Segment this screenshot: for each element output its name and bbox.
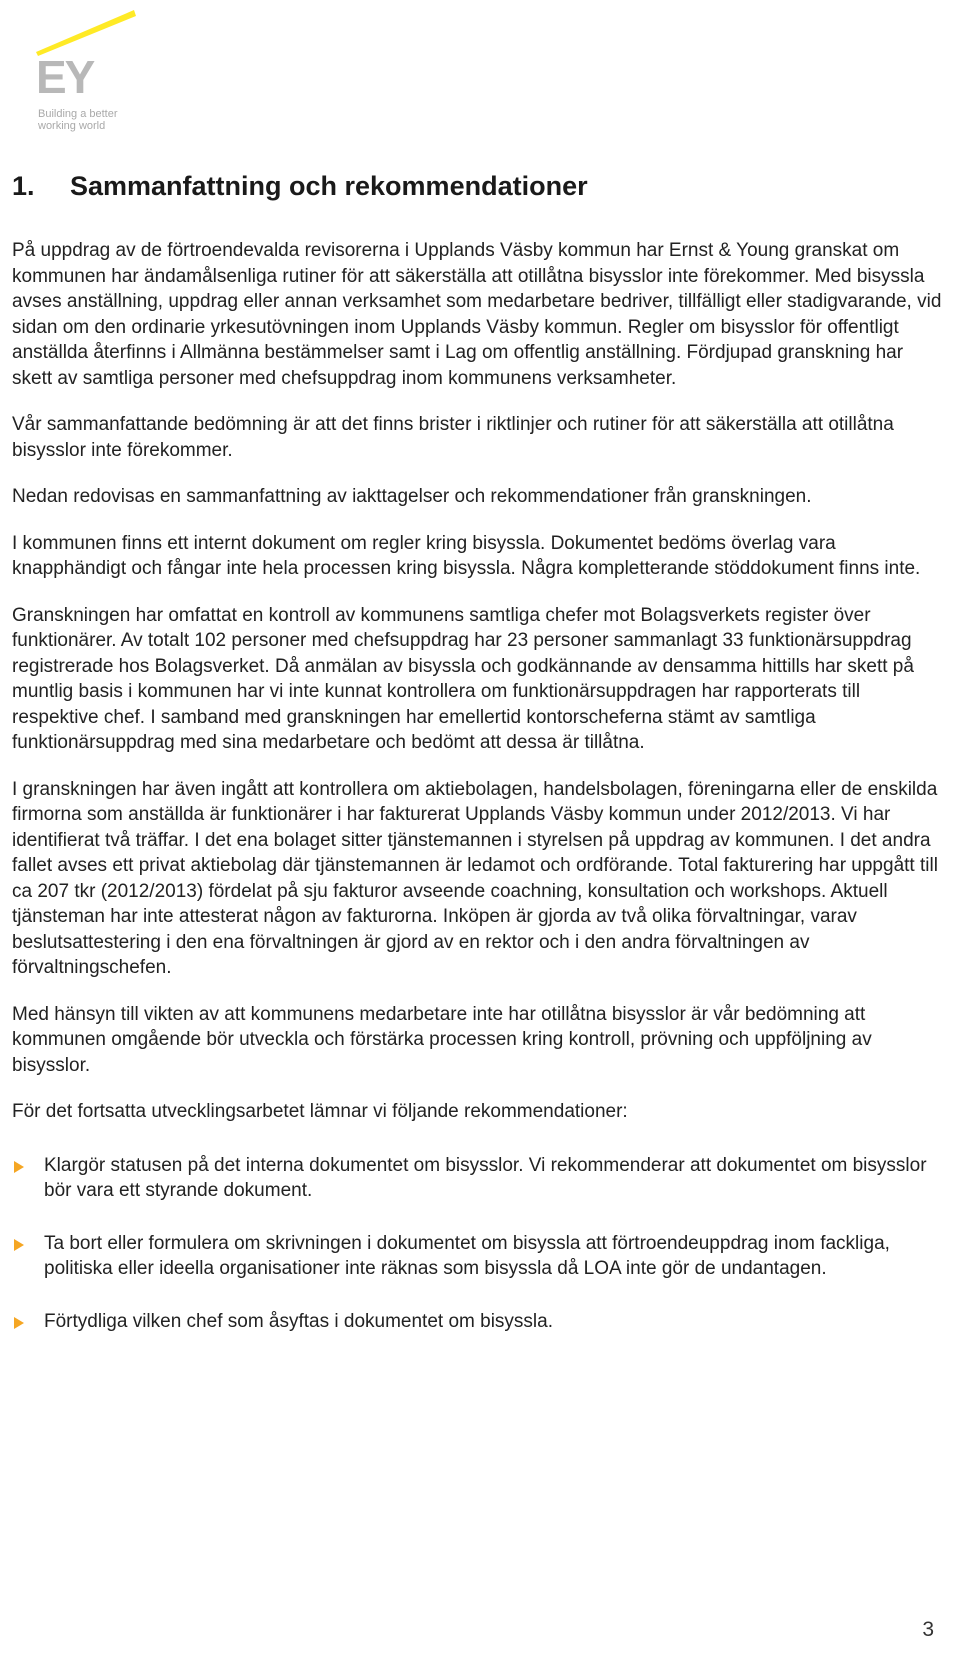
section-heading: [12, 170, 948, 202]
recommendation-text: Ta bort eller formulera om skrivningen i dokumentet om bisyssla att förtroendeuppdrag inom fackliga, politiska eller ideella organisationer inte räknas som bisyssla då LOA inte gör de undantagen.: [44, 1232, 890, 1279]
paragraph-invoicing: I granskningen har även ingått att kontrollera om aktiebolagen, handelsbolagen, föreningarna eller de enskilda firmorna som anställda är funktionärer i har fakturerat Upplands Väsby kommun under 2012/2013. Vi har identifierat två träffar. I det ena bolaget sitter tjänstemannen i styrelsen på uppdrag av kommunen. I det andra fallet avses ett privat aktiebolag där tjänstemannen är ledamot och ordförande. Total fakturering har uppgått till ca 207 tkr (2012/2013) fördelat på sju fakturor avseende coachning, konsultation och workshops. Aktuell tjänsteman har inte attesterat någon av fakturorna. Inköpen är gjorda av två olika förvaltningar, varav beslutsattestering i den ena förvaltningen är gjord av en rektor och i den andra förvaltningen av förvaltningschefen.: [12, 778, 938, 978]
list-item: [12, 1231, 948, 1282]
paragraph-intro: På uppdrag av de förtroendevalda revisorerna i Upplands Väsby kommun har Ernst & Young granskat om kommunen har ändamålsenliga rutiner för att säkerställa att otillåtna bisysslor inte förekommer. Med bisyssla avses anställning, uppdrag eller annan verksamhet som medarbetare bedriver, tillfälligt eller stadigvarande, vid sidan om den ordinarie yrkesutövningen inom Upplands Väsby kommun. Regler om bisysslor för offentligt anställda återfinns i Allmänna bestämmelser samt i Lag om offentlig anställning. Fördjupad granskning har skett av samtliga personer med chefsuppdrag inom kommunens verksamheter.: [12, 240, 942, 389]
list-item: [12, 1153, 948, 1204]
orange-triangle-bullet-icon: [14, 1317, 24, 1329]
paragraph-control: Granskningen har omfattat en kontroll av kommunens samtliga chefer mot Bolagsverkets register över funktionärer. Av totalt 102 personer med chefsuppdrag har 23 personer sammanlagt 33 funktionärsuppdrag registrerade hos Bolagsverket. Då anmälan av bisyssla och godkännande av densamma hittills har skett på muntlig basis i kommunen har vi inte kunnat kontrollera om funktionärsuppdragen har rapporterats till respektive chef. I samband med granskningen har emellertid kontorscheferna stämt av samtliga funktionärsuppdrag med sina medarbetare och bedömt att dessa är tillåtna.: [12, 604, 914, 753]
paragraph-conclusion: Med hänsyn till vikten av att kommunens medarbetare inte har otillåtna bisysslor är vår bedömning att kommunen omgående bör utveckla och förstärka processen kring kontroll, prövning och uppföljning av bisysslor.: [12, 1003, 872, 1076]
section-title: Sammanfattning och rekommendationer: [70, 171, 588, 201]
orange-triangle-bullet-icon: [14, 1239, 24, 1251]
logo-tagline-line2: working world: [38, 120, 106, 132]
logo-tagline-line1: Building a better: [38, 108, 118, 120]
paragraph-summary-intro: Nedan redovisas en sammanfattning av iakttagelser och rekommendationer från granskningen.: [12, 486, 812, 507]
paragraph-recommendations-intro: För det fortsatta utvecklingsarbetet lämnar vi följande rekommendationer:: [12, 1101, 628, 1122]
recommendation-text: Förtydliga vilken chef som åsyftas i dokumentet om bisyssla.: [44, 1310, 553, 1332]
recommendation-text: Klargör statusen på det interna dokumentet om bisysslor. Vi rekommenderar att dokumentet om bisysslor bör vara ett styrande dokument.: [44, 1154, 927, 1201]
ey-logo: [24, 8, 164, 133]
logo-tagline: [38, 108, 158, 132]
section-number: 1.: [12, 171, 35, 201]
orange-triangle-bullet-icon: [14, 1161, 24, 1173]
page-number: 3: [922, 1618, 934, 1641]
paragraph-internal-document: I kommunen finns ett internt dokument om regler kring bisyssla. Dokumentet bedöms överlag vara knapphändigt och fångar inte hela processen kring bisyssla. Några kompletterande stöddokument finns inte.: [12, 532, 921, 579]
logo-letters: EY: [36, 51, 94, 103]
document-body: [12, 170, 948, 1361]
list-item: [12, 1309, 948, 1335]
paragraph-assessment: Vår sammanfattande bedömning är att det finns brister i riktlinjer och rutiner för att säkerställa att otillåtna bisysslor inte förekommer.: [12, 414, 894, 461]
recommendation-list: [12, 1153, 948, 1335]
